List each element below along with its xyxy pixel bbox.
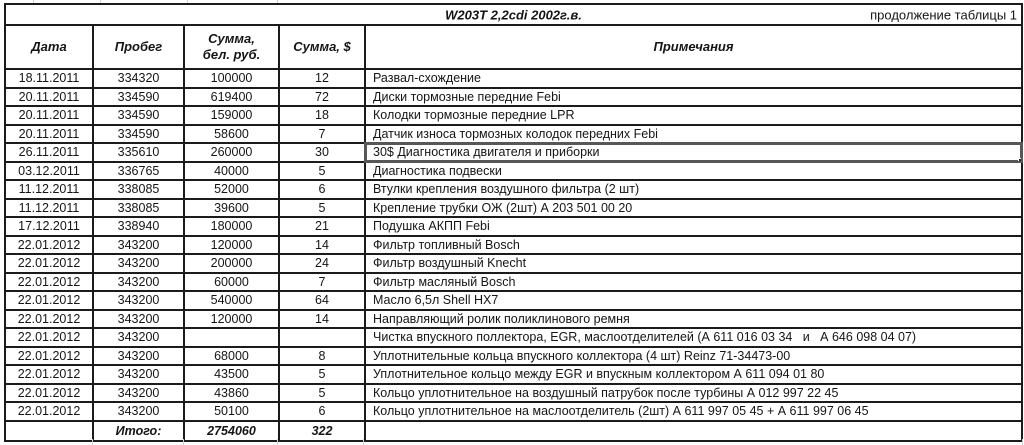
table-row (5, 291, 1022, 310)
column-header-usd[interactable]: Сумма, $ (279, 25, 365, 69)
cell-note[interactable]: Крепление трубки ОЖ (2шт) А 203 501 00 20 (365, 199, 1022, 218)
cell-mileage[interactable]: 334320 (93, 69, 184, 88)
cell-mileage[interactable]: 343200 (93, 310, 184, 329)
cell-note[interactable]: Втулки крепления воздушного фильтра (2 шт) (365, 180, 1022, 199)
cell-mileage[interactable]: 334590 (93, 106, 184, 125)
cell-byr[interactable]: 68000 (184, 347, 279, 366)
cell-mileage[interactable]: 334590 (93, 125, 184, 144)
cell-mileage[interactable]: 334590 (93, 88, 184, 107)
cell-mileage[interactable]: 343200 (93, 236, 184, 255)
cell-note[interactable]: Кольцо уплотнительное на маслоотделитель (2шт) А 611 997 05 45 + А 611 997 06 45 (365, 402, 1022, 421)
title-cell[interactable] (5, 4, 1022, 25)
cell-byr[interactable]: 180000 (184, 217, 279, 236)
cell-usd[interactable]: 21 (279, 217, 365, 236)
cell-note[interactable]: Чистка впускного поллектора, EGR, маслоотделителей (А 611 016 03 34 и А 646 098 04 07) (365, 328, 1022, 347)
cell-byr[interactable]: 540000 (184, 291, 279, 310)
table-row (5, 328, 1022, 347)
cell-note[interactable]: Подушка АКПП Febi (365, 217, 1022, 236)
cell-date[interactable]: 17.12.2011 (5, 217, 93, 236)
cell-byr[interactable]: 100000 (184, 69, 279, 88)
cell-note[interactable]: Диагностика подвески (365, 162, 1022, 181)
cell-note[interactable]: Фильтр масляный Bosch (365, 273, 1022, 292)
cell-mileage[interactable]: 343200 (93, 291, 184, 310)
column-header-mileage[interactable]: Пробег (93, 25, 184, 69)
cell-date[interactable]: 22.01.2012 (5, 384, 93, 403)
cell-date[interactable]: 20.11.2011 (5, 106, 93, 125)
cell-usd[interactable]: 72 (279, 88, 365, 107)
cell-byr[interactable]: 120000 (184, 236, 279, 255)
table-row (5, 199, 1022, 218)
cell-byr[interactable]: 40000 (184, 162, 279, 181)
table-row (5, 217, 1022, 236)
cell-note[interactable]: Уплотнительное кольцо между EGR и впускным коллектором А 611 094 01 80 (365, 365, 1022, 384)
cell-mileage[interactable]: 338085 (93, 199, 184, 218)
cell-note[interactable]: Направляющий ролик поликлинового ремня (365, 310, 1022, 329)
cell-date[interactable]: 22.01.2012 (5, 273, 93, 292)
cell-note[interactable]: Кольцо уплотнительное на воздушный патрубок после турбины А 012 997 22 45 (365, 384, 1022, 403)
total-label[interactable]: Итого: (93, 421, 184, 441)
table-row (5, 88, 1022, 107)
cell-date[interactable]: 22.01.2012 (5, 236, 93, 255)
cell-byr[interactable]: 619400 (184, 88, 279, 107)
cell-usd[interactable]: 14 (279, 310, 365, 329)
cell-date[interactable]: 20.11.2011 (5, 125, 93, 144)
cell-date[interactable]: 22.01.2012 (5, 254, 93, 273)
cell-usd[interactable]: 5 (279, 199, 365, 218)
selection-fill-handle[interactable] (1018, 158, 1022, 162)
cell-byr[interactable] (184, 328, 279, 347)
cell-byr[interactable]: 43860 (184, 384, 279, 403)
cell-date[interactable]: 11.12.2011 (5, 199, 93, 218)
cell-byr[interactable]: 50100 (184, 402, 279, 421)
cell-mileage[interactable]: 343200 (93, 384, 184, 403)
cell-note[interactable]: Развал-схождение (365, 69, 1022, 88)
cell-byr[interactable]: 120000 (184, 310, 279, 329)
gridline-stub (183, 439, 184, 445)
cell-note[interactable]: Фильтр топливный Bosch (365, 236, 1022, 255)
table-row (5, 254, 1022, 273)
cell-usd[interactable]: 6 (279, 180, 365, 199)
table-row (5, 347, 1022, 366)
cell-date[interactable]: 18.11.2011 (5, 69, 93, 88)
cell-usd[interactable]: 12 (279, 69, 365, 88)
cell-usd[interactable] (279, 328, 365, 347)
table-continuation-label: продолжение таблицы 1 (870, 7, 1018, 22)
cell-date[interactable]: 20.11.2011 (5, 88, 93, 107)
cell-mileage[interactable]: 343200 (93, 347, 184, 366)
table-row (5, 125, 1022, 144)
cell-usd[interactable]: 7 (279, 125, 365, 144)
cell-usd[interactable]: 24 (279, 254, 365, 273)
cell-byr[interactable]: 39600 (184, 199, 279, 218)
column-header-date[interactable]: Дата (5, 25, 93, 69)
total-empty-date-cell[interactable] (5, 421, 93, 441)
cell-note[interactable]: Датчик износа тормозных колодок передних Febi (365, 125, 1022, 144)
table-row (5, 310, 1022, 329)
total-byr-value[interactable]: 2754060 (184, 421, 279, 441)
gridline-stub (363, 439, 364, 445)
table-title-row (5, 4, 1022, 25)
column-header-row (5, 25, 1022, 69)
cell-byr[interactable]: 200000 (184, 254, 279, 273)
gridline-stub (92, 439, 93, 445)
cell-mileage[interactable]: 338085 (93, 180, 184, 199)
cell-note[interactable]: Уплотнительные кольца впускного коллектора (4 шт) Reinz 71-34473-00 (365, 347, 1022, 366)
total-usd-value[interactable]: 322 (279, 421, 365, 441)
cell-byr[interactable]: 52000 (184, 180, 279, 199)
table-row (5, 180, 1022, 199)
table-row (5, 106, 1022, 125)
cell-note[interactable]: Масло 6,5л Shell HX7 (365, 291, 1022, 310)
cell-usd[interactable]: 30 (279, 143, 365, 162)
cell-mileage[interactable]: 343200 (93, 402, 184, 421)
selected-cell[interactable]: 30$ Диагностика двигателя и приборки (365, 143, 1022, 162)
cell-mileage[interactable]: 335610 (93, 143, 184, 162)
cell-byr[interactable]: 43500 (184, 365, 279, 384)
cell-mileage[interactable]: 343200 (93, 328, 184, 347)
cell-date[interactable]: 22.01.2012 (5, 365, 93, 384)
total-row (5, 421, 1022, 441)
cell-note[interactable]: Диски тормозные передние Febi (365, 88, 1022, 107)
table-row (5, 143, 1022, 162)
cell-note[interactable]: Фильтр воздушный Knecht (365, 254, 1022, 273)
cell-usd[interactable]: 5 (279, 384, 365, 403)
table-row (5, 365, 1022, 384)
cell-byr[interactable]: 60000 (184, 273, 279, 292)
cell-usd[interactable]: 6 (279, 402, 365, 421)
cell-usd[interactable]: 64 (279, 291, 365, 310)
table-row (5, 162, 1022, 181)
column-header-byr[interactable]: Сумма, бел. руб. (184, 25, 279, 69)
cell-usd[interactable]: 14 (279, 236, 365, 255)
maintenance-table (4, 3, 1023, 442)
table-row (5, 384, 1022, 403)
cell-usd[interactable]: 5 (279, 162, 365, 181)
table-row (5, 69, 1022, 88)
cell-usd[interactable]: 8 (279, 347, 365, 366)
cell-byr[interactable]: 159000 (184, 106, 279, 125)
cell-note[interactable]: Колодки тормозные передние LPR (365, 106, 1022, 125)
total-empty-note-cell[interactable] (365, 421, 1022, 441)
cell-usd[interactable]: 18 (279, 106, 365, 125)
cell-usd[interactable]: 7 (279, 273, 365, 292)
cell-byr[interactable]: 260000 (184, 143, 279, 162)
cell-mileage[interactable]: 336765 (93, 162, 184, 181)
cell-date[interactable]: 03.12.2011 (5, 162, 93, 181)
cell-mileage[interactable]: 338940 (93, 217, 184, 236)
table-body (5, 69, 1022, 421)
gridline-stub (277, 439, 278, 445)
cell-mileage[interactable]: 343200 (93, 273, 184, 292)
cell-mileage[interactable]: 343200 (93, 365, 184, 384)
cell-date[interactable]: 22.01.2012 (5, 347, 93, 366)
car-model-title: W203T 2,2cdi 2002г.в. (445, 7, 582, 22)
column-header-notes[interactable]: Примечания (365, 25, 1022, 69)
cell-date[interactable]: 11.12.2011 (5, 180, 93, 199)
table-row (5, 236, 1022, 255)
cell-usd[interactable]: 5 (279, 365, 365, 384)
cell-date[interactable]: 22.01.2012 (5, 328, 93, 347)
table-row (5, 402, 1022, 421)
cell-date[interactable]: 22.01.2012 (5, 310, 93, 329)
cell-date[interactable]: 26.11.2011 (5, 143, 93, 162)
cell-byr[interactable]: 58600 (184, 125, 279, 144)
cell-mileage[interactable]: 343200 (93, 254, 184, 273)
table-row (5, 273, 1022, 292)
cell-date[interactable]: 22.01.2012 (5, 291, 93, 310)
cell-date[interactable]: 22.01.2012 (5, 402, 93, 421)
gridline-stub (1022, 439, 1023, 445)
